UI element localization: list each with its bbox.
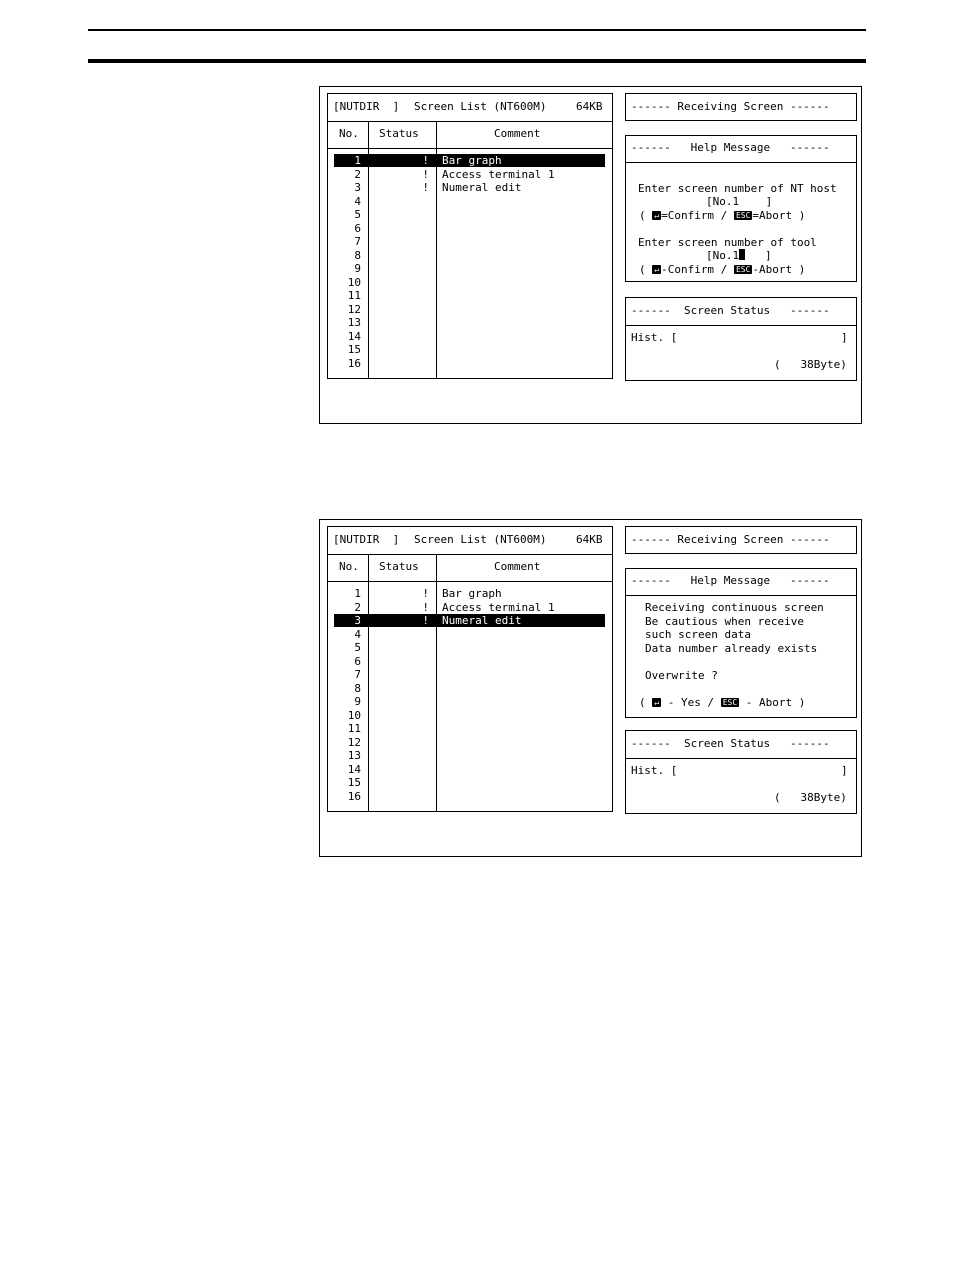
row-number[interactable]: 2 — [354, 600, 361, 614]
status-divider — [626, 758, 856, 759]
esc-key-icon: ESC — [722, 698, 738, 707]
row-number[interactable]: 14 — [347, 762, 361, 776]
row-status: ! — [422, 154, 429, 167]
row-status: ! — [422, 167, 429, 181]
help-divider — [626, 595, 856, 596]
screen-2 — [319, 519, 862, 857]
screen-status-title: ------ Screen Status ------ — [631, 304, 830, 317]
top-rule-thin — [88, 29, 866, 31]
row-number[interactable]: 6 — [354, 654, 361, 668]
enter-key-icon: ↵ — [654, 211, 660, 220]
row-number[interactable]: 11 — [347, 722, 361, 735]
screen-status-panel — [625, 297, 857, 381]
abort-text: -Abort ) — [752, 263, 806, 276]
directory-label: [NUTDIR ] — [333, 533, 400, 546]
row-number[interactable]: 8 — [354, 248, 361, 262]
hist-close: ] — [841, 331, 848, 344]
row-status: ! — [422, 181, 429, 194]
paren: ( — [639, 209, 653, 222]
row-number[interactable]: 16 — [347, 789, 361, 803]
enter-key-icon: ↵ — [654, 265, 660, 274]
row-number[interactable]: 10 — [347, 708, 361, 722]
row-number[interactable]: 2 — [354, 167, 361, 181]
col-header-no: No. — [339, 127, 359, 140]
field-text: [No.1 — [706, 195, 740, 208]
esc-key-icon: ESC — [735, 265, 751, 274]
row-comment: Numeral edit — [442, 181, 522, 194]
field-text: [No.1 — [706, 249, 740, 262]
row-number[interactable]: 5 — [354, 208, 361, 221]
row-comment: Bar graph — [442, 587, 502, 600]
abort-text: - Abort ) — [739, 696, 806, 709]
enter-key-icon: ↵ — [654, 698, 660, 707]
col-header-no: No. — [339, 560, 359, 573]
confirm-text: =Confirm / — [661, 209, 734, 222]
col-header-divider — [328, 581, 612, 582]
byte-size: ( 38Byte) — [774, 791, 847, 804]
row-status: ! — [422, 600, 429, 614]
row-number[interactable]: 1 — [354, 154, 361, 167]
row-number[interactable]: 4 — [354, 194, 361, 208]
confirm-line-2 — [639, 263, 805, 277]
col-header-comment: Comment — [494, 560, 541, 573]
row-number[interactable]: 13 — [347, 316, 361, 329]
col-divider-1 — [368, 554, 369, 811]
help-line-3: such screen data — [645, 628, 751, 641]
row-number[interactable]: 12 — [347, 735, 361, 749]
row-number[interactable]: 10 — [347, 275, 361, 289]
row-number[interactable]: 9 — [354, 695, 361, 708]
row-comment: Access terminal 1 — [442, 167, 555, 181]
esc-key-icon: ESC — [735, 211, 751, 220]
tool-prompt: Enter screen number of tool — [638, 236, 817, 249]
receiving-screen-panel — [625, 526, 857, 554]
field-close: ] — [765, 195, 773, 208]
screen-list-panel — [327, 93, 613, 379]
abort-text: =Abort ) — [752, 209, 806, 222]
row-comment: Numeral edit — [442, 614, 522, 627]
row-status: ! — [422, 587, 429, 600]
directory-label: [NUTDIR ] — [333, 100, 400, 113]
screen-list-panel — [327, 526, 613, 812]
yes-abort-line — [639, 696, 805, 710]
col-header-comment: Comment — [494, 127, 541, 140]
tool-screen-number-field[interactable] — [706, 249, 772, 263]
help-divider — [626, 162, 856, 163]
row-number[interactable]: 8 — [354, 681, 361, 695]
hist-label: Hist. [ — [631, 331, 678, 344]
host-prompt: Enter screen number of NT host — [638, 182, 837, 195]
row-status: ! — [422, 614, 429, 627]
field-close: ] — [765, 249, 772, 262]
byte-size: ( 38Byte) — [774, 358, 847, 371]
row-number[interactable]: 7 — [354, 235, 361, 248]
col-header-status: Status — [379, 560, 419, 573]
receiving-screen-title: ------ Receiving Screen ------ — [631, 533, 830, 546]
memory-size: 64KB — [576, 533, 603, 546]
row-number[interactable]: 13 — [347, 749, 361, 762]
row-number[interactable]: 15 — [347, 343, 361, 356]
receiving-screen-panel — [625, 93, 857, 121]
overwrite-prompt: Overwrite ? — [645, 669, 718, 682]
help-message-panel — [625, 135, 857, 282]
help-line-4: Data number already exists — [645, 642, 818, 655]
row-number[interactable]: 6 — [354, 221, 361, 235]
host-screen-number-field[interactable] — [706, 195, 772, 209]
screen-status-panel — [625, 730, 857, 814]
yes-text: - Yes / — [661, 696, 721, 709]
row-number[interactable]: 12 — [347, 302, 361, 316]
row-number[interactable]: 5 — [354, 641, 361, 654]
row-number[interactable]: 3 — [354, 614, 361, 627]
top-rule-thick — [88, 59, 866, 63]
help-message-panel — [625, 568, 857, 718]
row-number[interactable]: 4 — [354, 627, 361, 641]
row-number[interactable]: 15 — [347, 776, 361, 789]
row-number[interactable]: 1 — [354, 587, 361, 600]
hist-close: ] — [841, 764, 848, 777]
screen-status-title: ------ Screen Status ------ — [631, 737, 830, 750]
list-title: Screen List (NT600M) — [414, 533, 547, 546]
col-header-status: Status — [379, 127, 419, 140]
col-header-divider — [328, 148, 612, 149]
row-comment: Bar graph — [442, 154, 502, 167]
row-number[interactable]: 11 — [347, 289, 361, 302]
header-divider — [328, 121, 612, 122]
memory-size: 64KB — [576, 100, 603, 113]
row-comment: Access terminal 1 — [442, 600, 555, 614]
screen-1 — [319, 86, 862, 424]
row-number[interactable]: 7 — [354, 668, 361, 681]
row-number[interactable]: 3 — [354, 181, 361, 194]
help-line-1: Receiving continuous screen — [645, 601, 824, 614]
header-divider — [328, 554, 612, 555]
confirm-line-1 — [639, 209, 805, 223]
row-number[interactable]: 16 — [347, 356, 361, 370]
paren: ( — [639, 696, 653, 709]
help-message-title: ------ Help Message ------ — [631, 574, 830, 587]
help-line-2: Be cautious when receive — [645, 615, 804, 628]
list-title: Screen List (NT600M) — [414, 100, 547, 113]
paren: ( — [639, 263, 653, 276]
row-number[interactable]: 9 — [354, 262, 361, 275]
confirm-text: -Confirm / — [661, 263, 734, 276]
status-divider — [626, 325, 856, 326]
hist-label: Hist. [ — [631, 764, 678, 777]
row-number[interactable]: 14 — [347, 329, 361, 343]
help-message-title: ------ Help Message ------ — [631, 141, 830, 154]
text-cursor — [739, 249, 745, 260]
col-divider-2 — [436, 554, 437, 811]
receiving-screen-title: ------ Receiving Screen ------ — [631, 100, 830, 113]
